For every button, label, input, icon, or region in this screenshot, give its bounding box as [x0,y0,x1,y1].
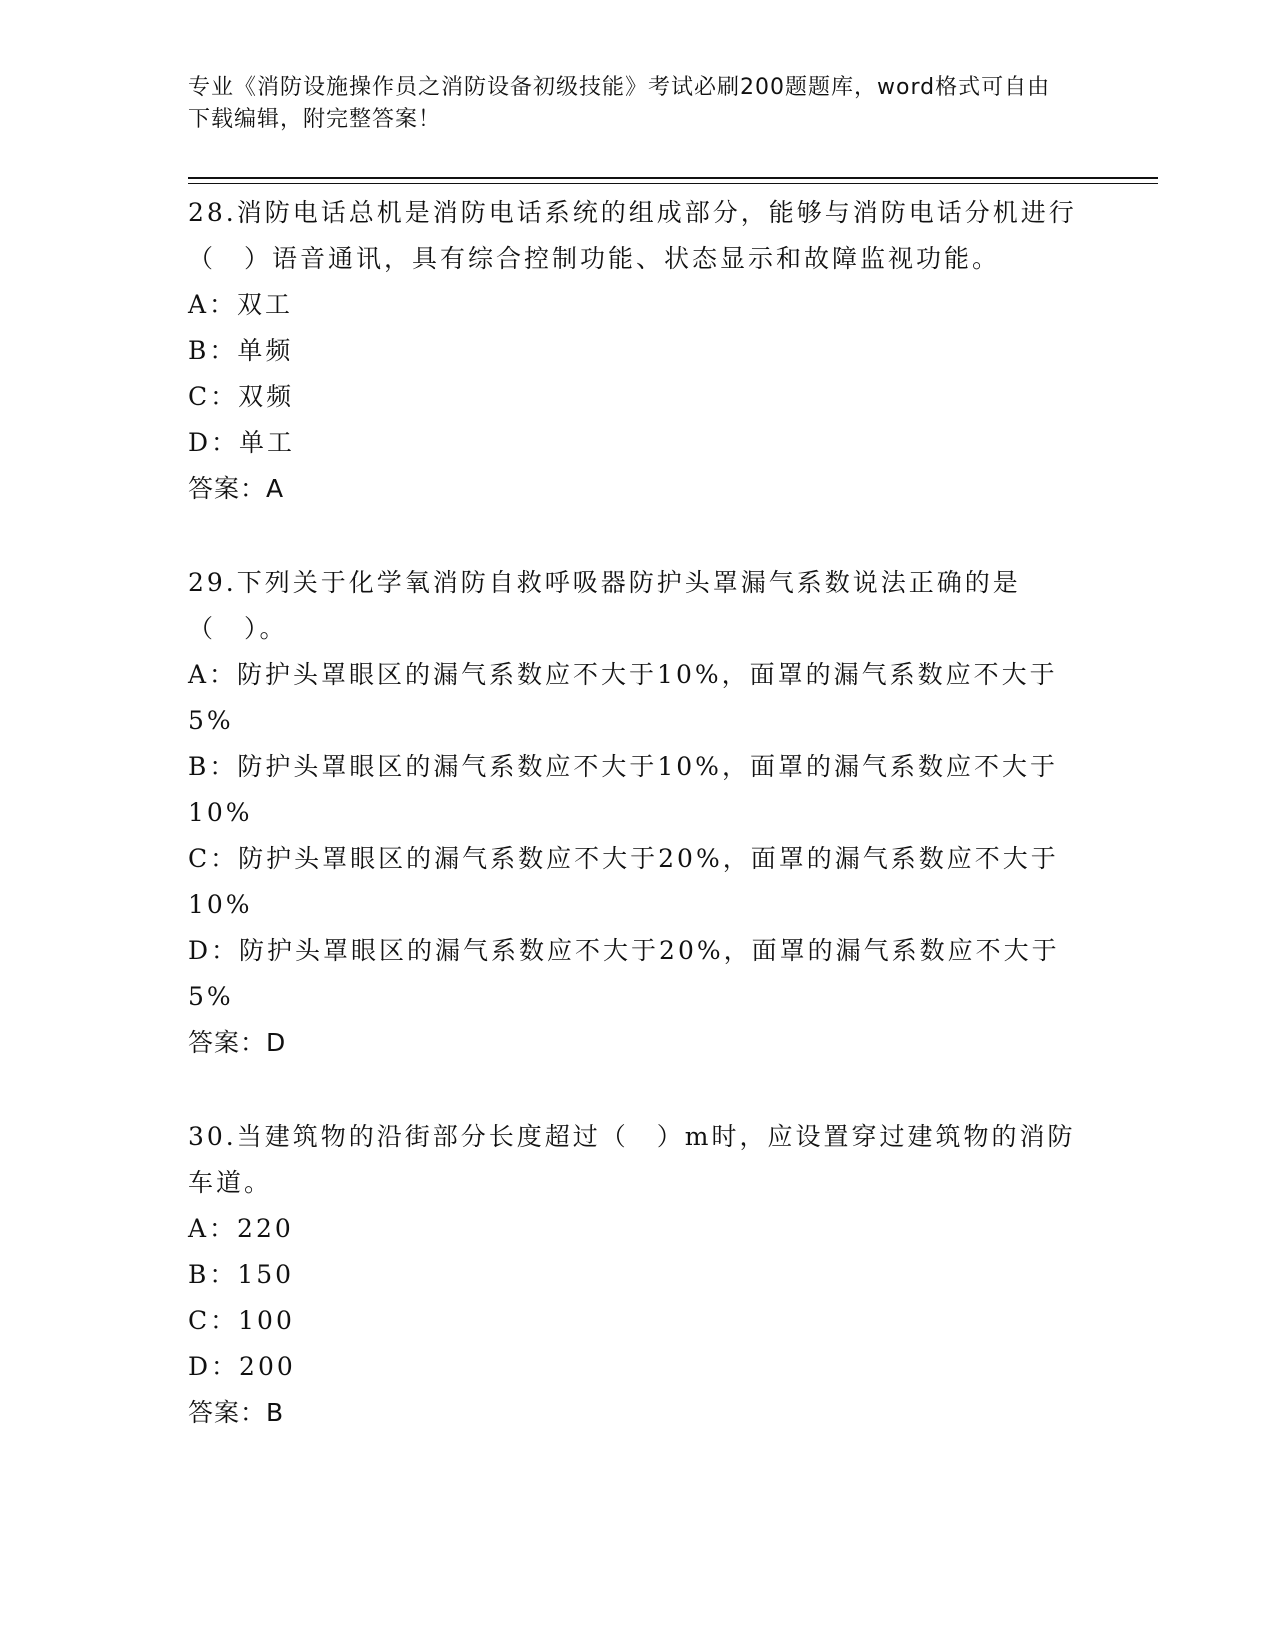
option-b: B：单频 [188,336,294,365]
answer-line: 答案：A [188,474,285,503]
option-d: D：200 [188,1352,296,1381]
answer-line: 答案：D [188,1028,287,1057]
option-a: A：220 [188,1214,294,1243]
header-rule-thick [188,177,1158,179]
option-b: B：防护头罩眼区的漏气系数应不大于10%，面罩的漏气系数应不大于10% [188,752,1058,827]
option-c: C：双频 [188,382,295,411]
option-c: C：防护头罩眼区的漏气系数应不大于20%，面罩的漏气系数应不大于10% [188,844,1059,919]
option-d: D：单工 [188,428,296,457]
question-list [188,190,1088,1484]
question-30 [188,1114,1088,1436]
answer-line: 答案：B [188,1398,285,1427]
question-29 [188,560,1088,1066]
option-a: A：双工 [188,290,294,319]
document-header: 专业《消防设施操作员之消防设备初级技能》考试必刷200题题库，word格式可自由下载编辑，附完整答案！ [188,75,1051,132]
header-rule-thin [188,183,1158,184]
question-stem: 28.消防电话总机是消防电话系统的组成部分，能够与消防电话分机进行（ ）语音通讯，具有综合控制功能、状态显示和故障监视功能。 [188,198,1077,273]
question-stem: 29.下列关于化学氧消防自救呼吸器防护头罩漏气系数说法正确的是（ ）。 [188,568,1021,643]
question-28 [188,190,1088,512]
question-stem: 30.当建筑物的沿街部分长度超过（ ）m时，应设置穿过建筑物的消防车道。 [188,1122,1076,1197]
option-a: A：防护头罩眼区的漏气系数应不大于10%，面罩的漏气系数应不大于5% [188,660,1058,735]
option-c: C：100 [188,1306,295,1335]
option-b: B：150 [188,1260,295,1289]
option-d: D：防护头罩眼区的漏气系数应不大于20%，面罩的漏气系数应不大于5% [188,936,1060,1011]
